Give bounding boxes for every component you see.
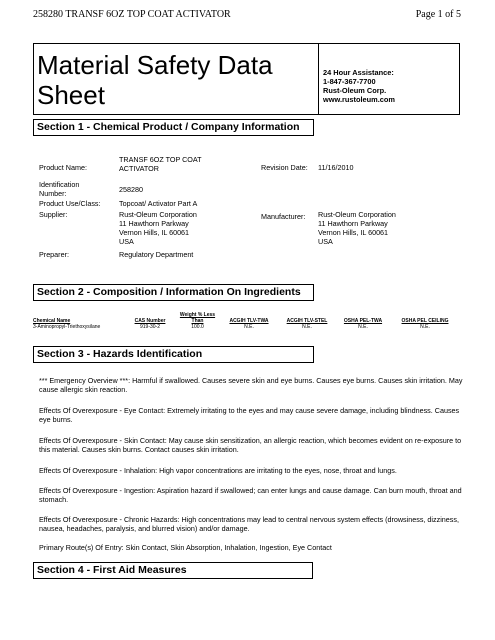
- page-header: [33, 9, 461, 23]
- section-3-heading: Section 3 - Hazards Identification: [33, 346, 314, 363]
- col-osha-twa: OSHA PEL-TWA: [343, 318, 383, 324]
- col-weight-top: Weight % Less: [179, 312, 216, 318]
- manufacturer-label: Manufacturer:: [261, 212, 306, 221]
- col-osha-ceiling: OSHA PEL CEILING: [401, 318, 449, 324]
- product-name-value: [119, 155, 202, 173]
- page-number: Page 1 of 5: [415, 9, 461, 20]
- col-weight-bottom: Than: [191, 318, 204, 324]
- identification-value: 258280: [119, 185, 143, 194]
- skin-contact-effects: Effects Of Overexposure - Skin Contact: May cause skin sensitization, an allergic reaction, which becomes evident on re-exposure to this material. Causes skin burns. Contact causes skin irritation.: [39, 436, 462, 454]
- chronic-hazards-effects: Effects Of Overexposure - Chronic Hazards: High concentrations may lead to central nervous system effects (drowsiness, dizziness, nausea, headaches, paralysis, and blurred vision) and/or damage.: [39, 515, 459, 533]
- supplier-address: [119, 210, 197, 246]
- contact-website[interactable]: www.rustoleum.com: [323, 95, 396, 104]
- table-cell: 100.0: [191, 324, 204, 330]
- document-title: 258280 TRANSF 6OZ TOP COAT ACTIVATOR: [33, 9, 231, 20]
- supplier-line: Vernon Hills, IL 60061: [119, 228, 190, 237]
- eye-contact-effects: Effects Of Overexposure - Eye Contact: Extremely irritating to the eyes and may cause severe damage, including blindness. Causes eye burns.: [39, 406, 460, 424]
- msds-title: Material Safety Data Sheet: [37, 50, 273, 110]
- product-name-line: TRANSF 6OZ TOP COAT: [119, 155, 202, 164]
- table-cell: N.E.: [420, 324, 430, 330]
- supplier-line: Rust-Oleum Corporation: [119, 210, 197, 219]
- col-chemical-name: Chemical Name: [33, 318, 71, 324]
- section-2-heading: Section 2 - Composition / Information On Ingredients: [33, 284, 314, 301]
- preparer-label: Preparer:: [39, 250, 69, 259]
- product-name-line: ACTIVATOR: [119, 164, 159, 173]
- col-weight-percent: [175, 312, 220, 324]
- preparer-value: Regulatory Department: [119, 250, 194, 259]
- col-acgih-stel: ACGIH TLV-STEL: [286, 318, 328, 324]
- table-cell: 3-Aminopropyl-Triethoxysilane: [33, 324, 101, 330]
- revision-date-label: Revision Date:: [261, 163, 308, 172]
- contact-info: [323, 68, 395, 104]
- revision-date-value: 11/16/2010: [318, 163, 354, 172]
- identification-label: [39, 180, 79, 198]
- table-cell: N.E.: [302, 324, 312, 330]
- emergency-overview: *** Emergency Overview ***: Harmful if swallowed. Causes severe skin and eye burns. Causes eye burns. Causes skin irritation. May cause allergic skin reaction.: [39, 376, 463, 394]
- supplier-label: Supplier:: [39, 210, 68, 219]
- contact-company: Rust-Oleum Corp.: [323, 86, 387, 95]
- table-header-row: [33, 312, 460, 324]
- manufacturer-line: 11 Hawthorn Parkway: [318, 219, 388, 228]
- table-cell: N.E.: [358, 324, 368, 330]
- product-use-value: Topcoat/ Activator Part A: [119, 199, 198, 208]
- product-name-label: Product Name:: [39, 163, 87, 172]
- table-cell: 919-30-2: [139, 324, 160, 330]
- table-row: [33, 324, 460, 330]
- identification-label-line: Number:: [39, 189, 67, 198]
- section-1-heading: Section 1 - Chemical Product / Company Information: [33, 119, 314, 136]
- col-cas-number: CAS Number: [134, 318, 166, 324]
- contact-phone: 1-847-367-7700: [323, 77, 376, 86]
- primary-routes-of-entry: Primary Route(s) Of Entry: Skin Contact, Skin Absorption, Inhalation, Ingestion, Eye Contact: [39, 543, 332, 552]
- title-box: [33, 43, 460, 115]
- ingestion-effects: Effects Of Overexposure - Ingestion: Aspiration hazard if swallowed; can enter lungs and cause damage. Can burn mouth, throat and stomach.: [39, 486, 462, 504]
- manufacturer-line: USA: [318, 237, 333, 246]
- title-divider: [318, 44, 319, 114]
- manufacturer-line: Vernon Hills, IL 60061: [318, 228, 389, 237]
- identification-label-line: Identification: [39, 180, 80, 189]
- section-4-heading: Section 4 - First Aid Measures: [33, 562, 313, 579]
- supplier-line: 11 Hawthorn Parkway: [119, 219, 189, 228]
- manufacturer-line: Rust-Oleum Corporation: [318, 210, 396, 219]
- table-cell: N.E.: [244, 324, 254, 330]
- manufacturer-address: [318, 210, 396, 246]
- col-acgih-twa: ACGIH TLV-TWA: [229, 318, 269, 324]
- contact-assistance: 24 Hour Assistance:: [323, 68, 394, 77]
- inhalation-effects: Effects Of Overexposure - Inhalation: High vapor concentrations are irritating to the eyes, nose, throat and lungs.: [39, 466, 397, 475]
- supplier-line: USA: [119, 237, 134, 246]
- ingredients-table: [33, 312, 460, 330]
- product-use-label: Product Use/Class:: [39, 199, 101, 208]
